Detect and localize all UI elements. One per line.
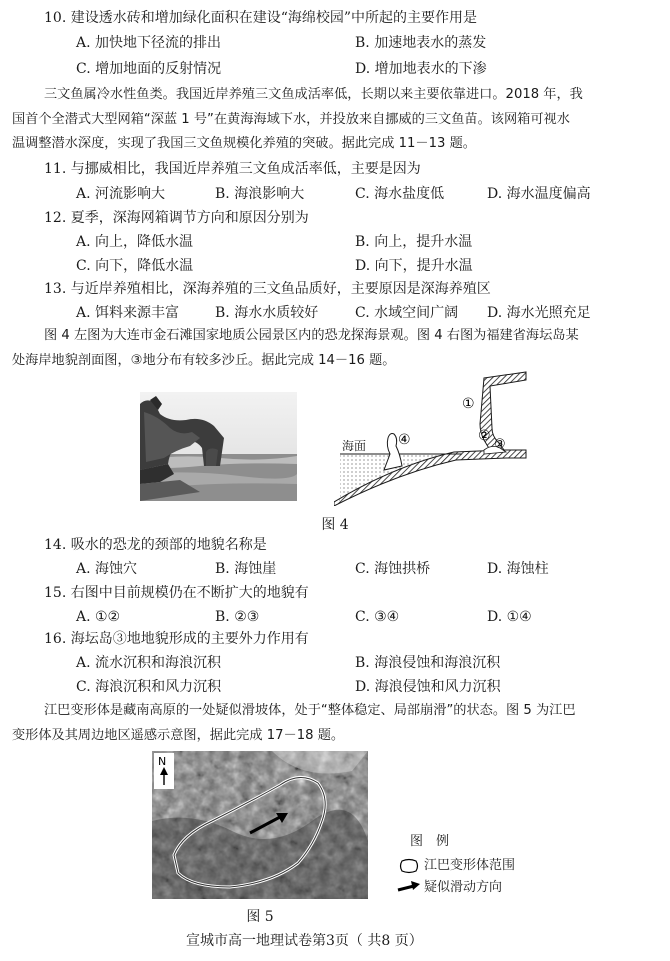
q14-option-b: B. 海蚀崖 [215,561,277,577]
q10-option-c: C. 增加地面的反射情况 [76,61,222,77]
q12-option-d: D. 向下，提升水温 [355,258,473,274]
q11-option-c: C. 海水盐度低 [355,186,445,202]
q14-option-a: A. 海蚀穴 [76,561,138,577]
q12-option-a: A. 向上，降低水温 [76,234,194,250]
q14-option-c: C. 海蚀拱桥 [355,561,431,577]
marker-3: ③ [494,437,506,452]
passage-1-line-3: 温调整潜水深度，实现了我国三文鱼规模化养殖的突破。据此完成 11－13 题。 [12,136,476,151]
q10-option-d: D. 增加地表水的下渗 [355,61,487,77]
question-16-stem: 16. 海坛岛③地地貌形成的主要外力作用有 [44,631,309,647]
q12-option-b: B. 向上，提升水温 [355,234,473,250]
question-14-stem: 14. 吸水的恐龙的颈部的地貌名称是 [44,537,267,553]
legend-boundary-label: 江巴变形体范围 [424,858,516,873]
q10-option-a: A. 加快地下径流的排出 [76,35,222,51]
question-15-stem: 15. 右图中目前规模仍在不断扩大的地貌有 [44,585,309,601]
q15-option-d: D. ①④ [487,609,532,625]
passage-1-line-1: 三文鱼属冷水性鱼类。我国近岸养殖三文鱼成活率低，长期以来主要依靠进口。2018 年，我 [44,87,583,102]
passage-3-line-1: 江巴变形体是藏南高原的一处疑似滑坡体，处于“整体稳定、局部崩滑”的状态。图 5 为江巴 [44,703,576,718]
passage-3-line-2: 变形体及其周边地区遥感示意图，据此完成 17－18 题。 [12,728,345,743]
question-11-stem: 11. 与挪威相比，我国近岸养殖三文鱼成活率低，主要是因为 [44,161,421,177]
q13-option-d: D. 海水光照充足 [487,305,591,321]
north-label: N [158,755,167,768]
q11-option-b: B. 海浪影响大 [215,186,305,202]
q14-option-d: D. 海蚀柱 [487,561,549,577]
q16-option-a: A. 流水沉积和海浪沉积 [76,655,222,671]
passage-2-line-2: 处海岸地貌剖面图，③地分布有较多沙丘。据此完成 14－16 题。 [12,353,396,368]
legend-arrow-label: 疑似滑动方向 [424,880,503,895]
passage-1-line-2: 国首个全潜式大型网箱“深蓝 1 号”在黄海海域下水，并投放来自挪威的三文鱼苗。该网箱可视水 [12,112,570,127]
passage-2-line-1: 图 4 左图为大连市金石滩国家地质公园景区内的恐龙探海景观。图 4 右图为福建省海坛岛某 [44,328,579,343]
boundary-legend-icon [398,858,420,874]
coastal-profile-diagram [334,366,530,506]
marker-4: ④ [398,432,411,448]
arrow-legend-icon [396,880,422,894]
figure-5-caption: 图 5 [246,909,274,925]
q13-option-c: C. 水域空间广阔 [355,305,459,321]
marker-1: ① [462,396,475,412]
q15-option-b: B. ②③ [215,609,260,625]
q16-option-b: B. 海浪侵蚀和海浪沉积 [355,655,501,671]
q10-option-b: B. 加速地表水的蒸发 [355,35,487,51]
sea-level-label: 海面 [342,439,367,453]
remote-sensing-map [152,751,368,899]
q15-option-a: A. ①② [76,609,121,625]
q12-option-c: C. 向下，降低水温 [76,258,194,274]
q13-option-a: A. 饵料来源丰富 [76,305,180,321]
question-13-stem: 13. 与近岸养殖相比，深海养殖的三文鱼品质好，主要原因是深海养殖区 [44,281,491,297]
q11-option-a: A. 河流影响大 [76,186,166,202]
sea-arch-photo [140,392,297,501]
legend-title: 图 例 [410,834,450,849]
q16-option-d: D. 海浪侵蚀和风力沉积 [355,679,501,695]
question-12-stem: 12. 夏季，深海网箱调节方向和原因分别为 [44,210,309,226]
question-10-stem: 10. 建设透水砖和增加绿化面积在建设“海绵校园”中所起的主要作用是 [44,10,478,26]
marker-2: ② [478,428,491,444]
figure-4-caption: 图 4 [321,517,349,533]
q11-option-d: D. 海水温度偏高 [487,186,591,202]
q13-option-b: B. 海水水质较好 [215,305,319,321]
q16-option-c: C. 海浪沉积和风力沉积 [76,679,222,695]
q15-option-c: C. ③④ [355,609,400,625]
page-footer: 宣城市高一地理试卷第3页（ 共8 页） [186,933,423,949]
